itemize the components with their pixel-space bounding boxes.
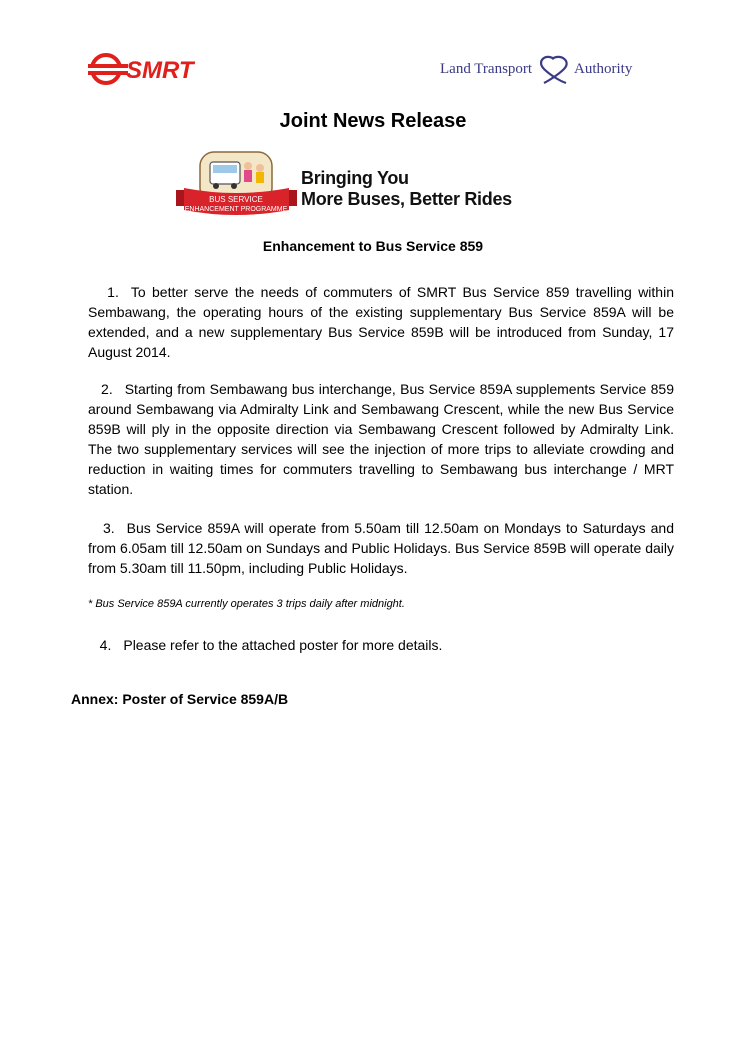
smrt-logo — [88, 52, 214, 86]
lta-logo — [440, 55, 645, 85]
banner-tagline — [301, 168, 512, 210]
paragraph-1 — [88, 282, 674, 362]
paragraph-text: Starting from Sembawang bus interchange, Bus Service 859A supplements Service 859 around Sembawang via Admiralty Link and Sembawang Crescent, while the new Bus Service 859B will ply in the opposite direction via Sembawang Crescent followed by Admiralty Link. The two supplementary services will see the injection of more trips to alleviate crowding and reduction in waiting times for commuters travelling to Sembawang bus interchange / MRT station. — [88, 381, 674, 497]
badge-line2: ENHANCEMENT PROGRAMME — [184, 206, 288, 213]
smrt-logo-text: SMRT — [126, 57, 194, 84]
release-subtitle: Enhancement to Bus Service 859 — [262, 238, 484, 254]
paragraph-4 — [88, 635, 674, 655]
paragraph-text: Please refer to the attached poster for more details. — [123, 637, 443, 653]
page-title: Joint News Release — [279, 110, 467, 132]
paragraph-number: 2. — [101, 381, 113, 397]
paragraph-number: 1. — [107, 284, 119, 300]
lta-ribbon-icon — [541, 57, 567, 83]
footnote: * Bus Service 859A currently operates 3 trips daily after midnight. — [88, 598, 405, 610]
paragraph-2 — [88, 379, 674, 499]
paragraph-3 — [88, 518, 674, 578]
banner-line2: More Buses, Better Rides — [301, 189, 512, 209]
lta-logo-text-left: Land Transport — [440, 61, 533, 77]
bus-service-badge — [174, 150, 299, 222]
badge-line1: BUS SERVICE — [209, 195, 263, 204]
banner-line1: Bringing You — [301, 168, 409, 188]
paragraph-number: 3. — [102, 520, 115, 536]
paragraph-text: Bus Service 859A will operate from 5.50am till 12.50am on Mondays to Saturdays and from 6.05am till 12.50am on Sundays and Public Holidays. Bus Service 859B will operate daily from 5.30am till 11.50pm, including Public Holidays. — [88, 520, 674, 576]
paragraph-text: To better serve the needs of commuters of SMRT Bus Service 859 travelling within Sembawang, the operating hours of the existing supplementary Bus Service 859A will be extended, and a new supplementary Bus Service 859B will be introduced from Sunday, 17 August 2014. — [88, 284, 674, 360]
lta-logo-text-right: Authority — [574, 61, 633, 77]
paragraph-number: 4. — [99, 637, 112, 653]
annex-label: Annex: Poster of Service 859A/B — [71, 691, 289, 707]
